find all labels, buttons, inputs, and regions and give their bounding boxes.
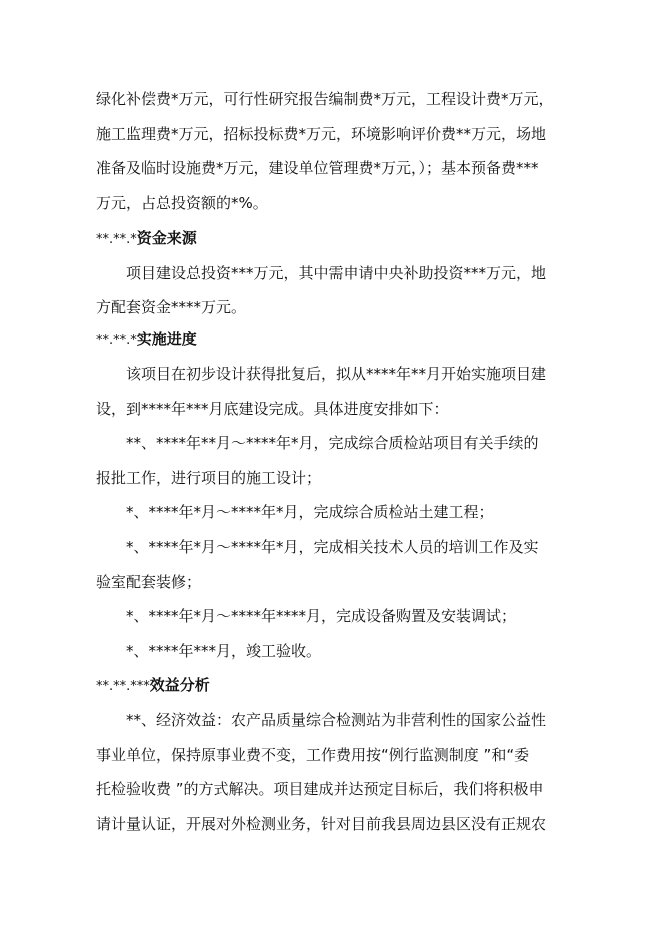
section-heading-title: 效益分析 [149,676,210,694]
paragraph-line: *、****年*月～****年*月，完成相关技术人员的培训工作及实 [126,538,539,556]
paragraph-line: 托检验收费 ”的方式解决。项目建成并达预定目标后，我们将积极申 [96,780,544,798]
paragraph-line: 项目建设总投资***万元，其中需申请中央补助投资***万元，地 [126,264,547,282]
paragraph-line: **、****年**月～****年*月，完成综合质检站项目有关手续的 [126,434,539,452]
paragraph-line: *、****年*月～****年****月，完成设备购置及安装调试； [126,607,517,625]
section-heading-number: **.**.* [96,232,137,247]
section-heading-number: **.**.*** [96,679,150,694]
paragraph-line: 方配套资金****万元。 [96,298,247,316]
paragraph-line: 施工监理费*万元，招标投标费*万元，环境影响评价费**万元，场地 [96,125,547,143]
section-heading-title: 实施进度 [136,330,197,348]
paragraph-line: 准备及临时设施费*万元，建设单位管理费*万元，）；基本预备费*** [96,159,539,177]
paragraph-line: 万元，占总投资额的*%。 [96,194,268,212]
section-heading-benefits [96,675,210,697]
paragraph-line: 事业单位，保持原事业费不变，工作费用按“例行监测制度 ”和“委 [96,746,530,764]
section-heading-funding [96,228,197,250]
paragraph-line: *、****年***月，竣工验收。 [126,642,322,660]
section-heading-title: 资金来源 [136,229,197,247]
paragraph-line: 验室配套装修； [96,573,202,591]
paragraph-line: 设，到****年***月底建设完成。具体进度安排如下： [96,400,449,418]
paragraph-line: 该项目在初步设计获得批复后，拟从****年**月开始实施项目建 [126,365,547,383]
section-heading-number: **.**.* [96,333,137,348]
section-heading-schedule [96,329,197,351]
paragraph-line: **、经济效益：农产品质量综合检测站为非营利性的国家公益性 [126,711,547,729]
paragraph-line: 绿化补偿费*万元，可行性研究报告编制费*万元，工程设计费*万元， [96,90,554,108]
paragraph-line: *、****年*月～****年*月，完成综合质检站土建工程； [126,503,494,521]
paragraph-line: 报批工作，进行项目的施工设计； [96,469,322,487]
paragraph-line: 请计量认证，开展对外检测业务，针对目前我县周边县区没有正规农 [96,815,547,833]
